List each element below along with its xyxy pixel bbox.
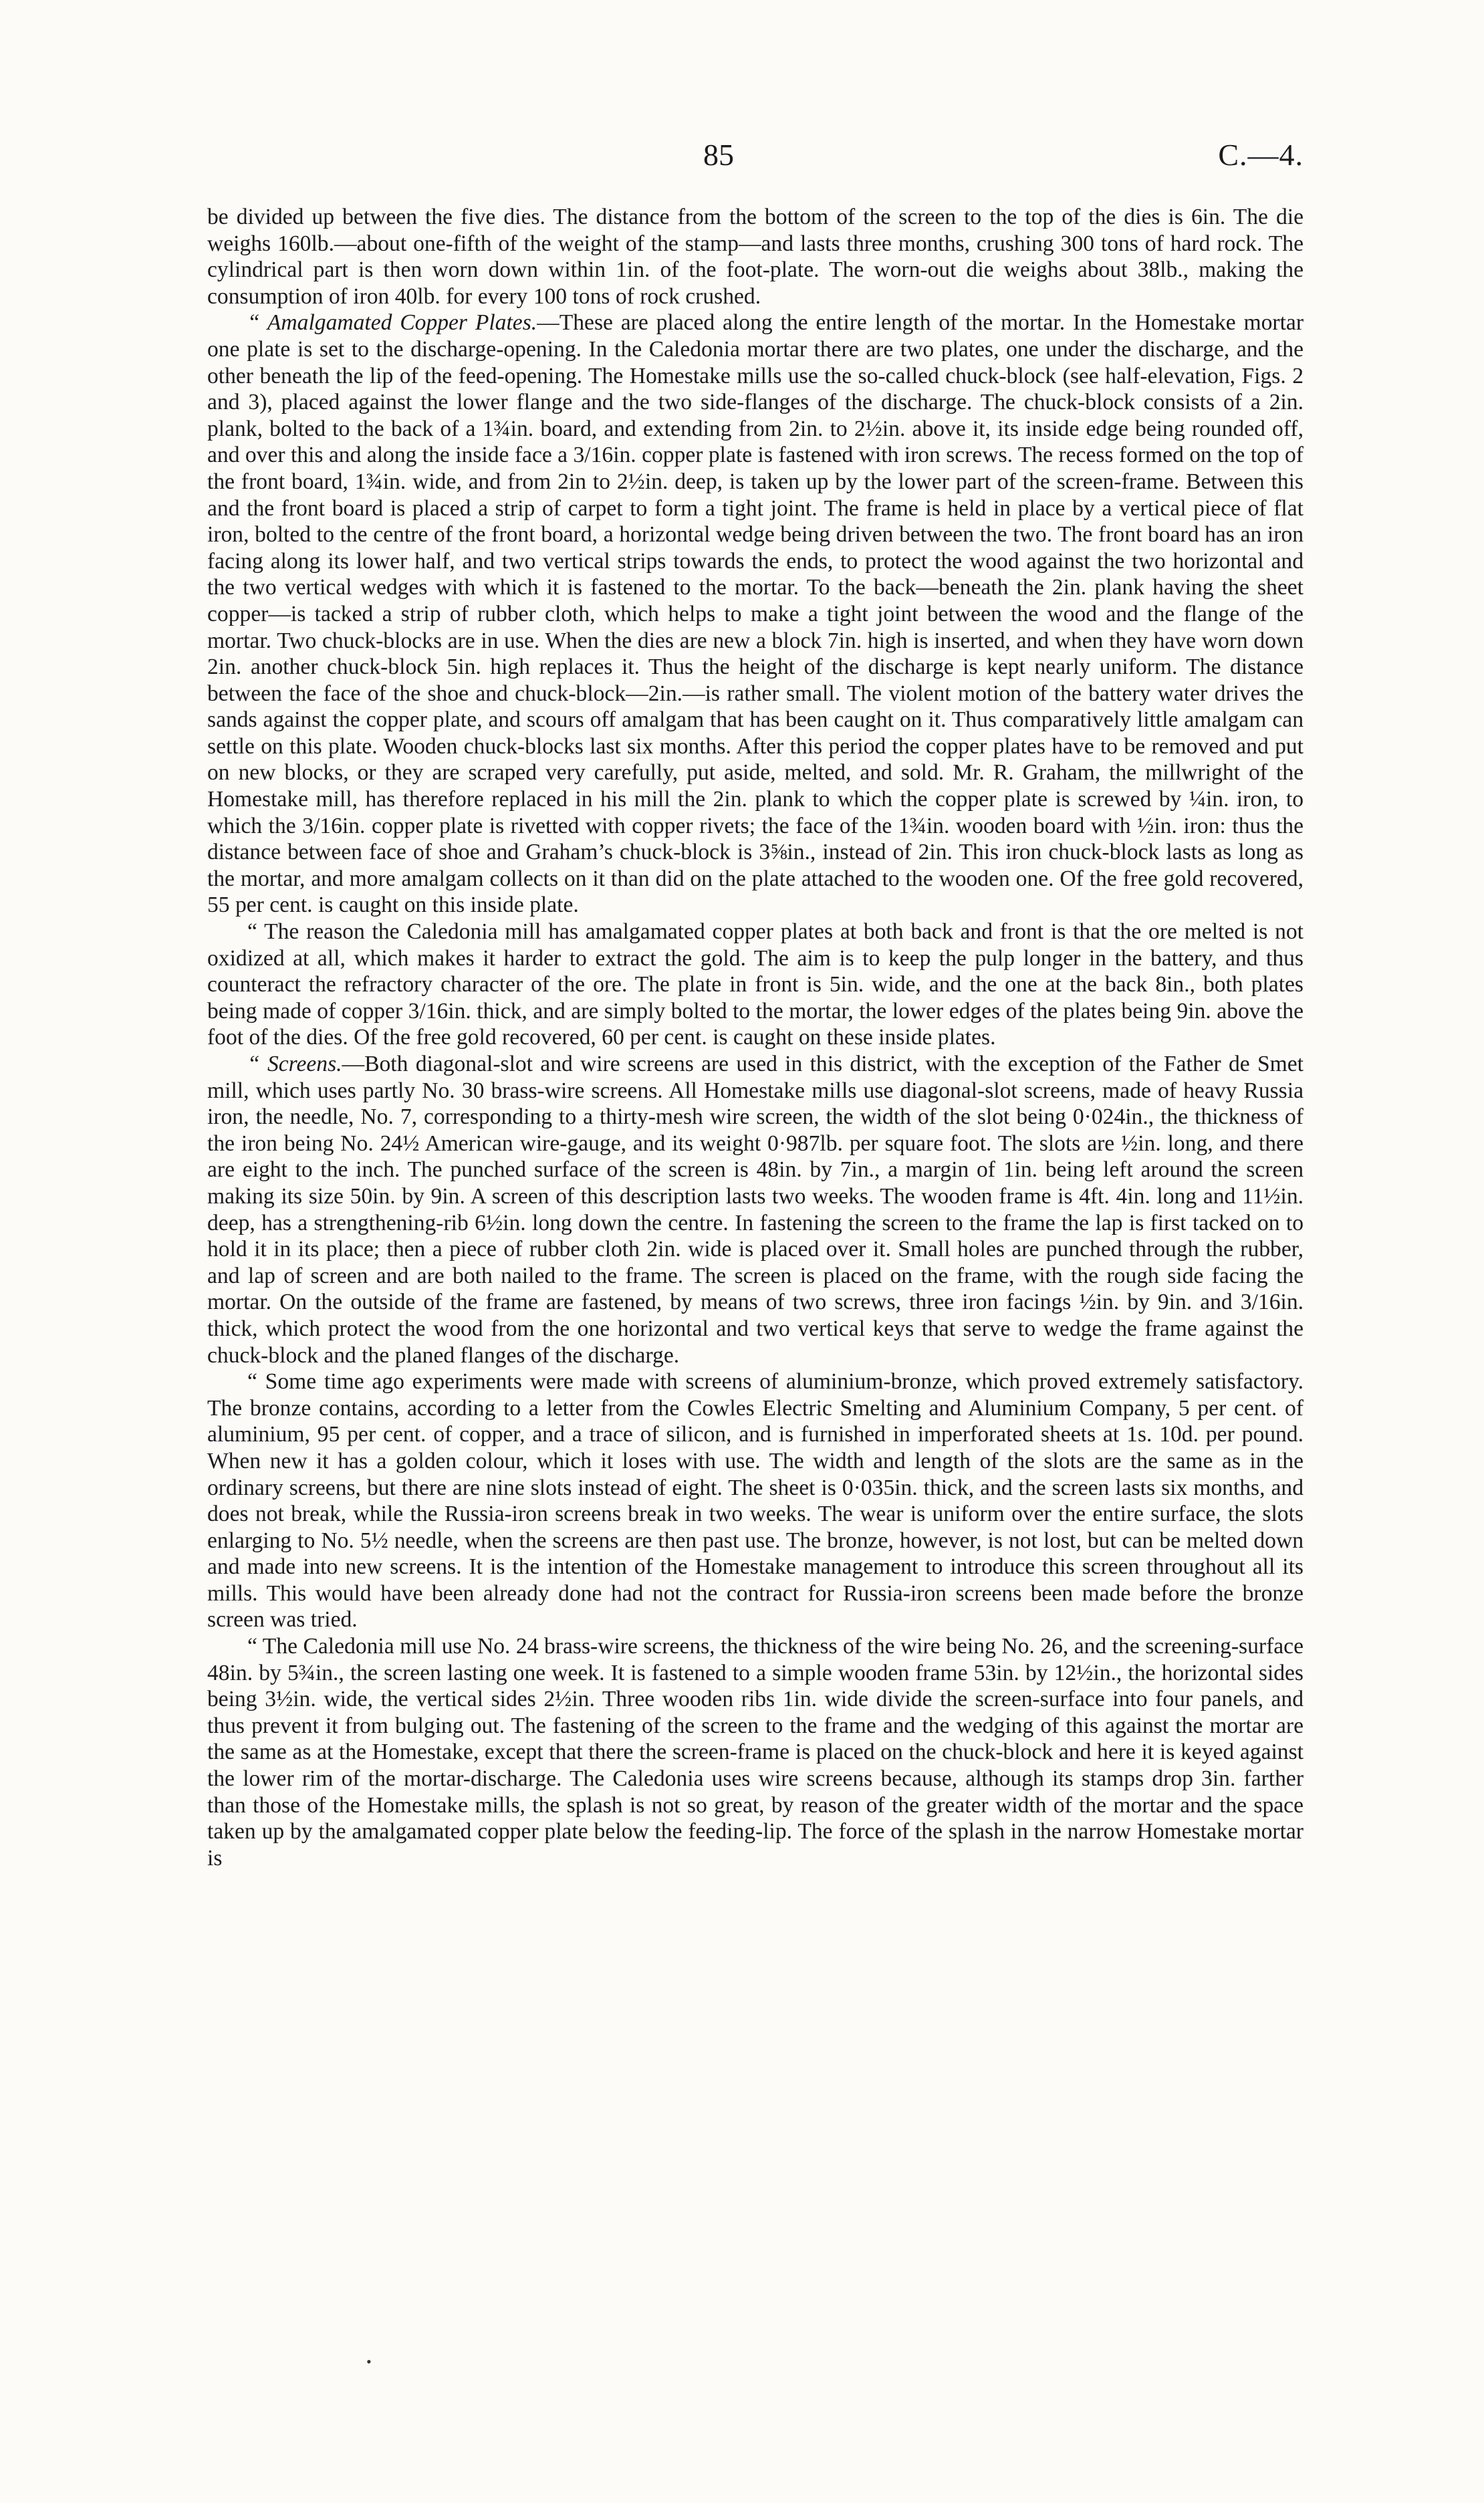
paragraph-caledonia-plates — [207, 919, 1304, 1051]
section-heading: “ Amalgamated Copper Plates. — [247, 310, 537, 336]
paragraph-aluminium-bronze — [207, 1368, 1304, 1633]
body-text — [207, 204, 1304, 1871]
paragraph-copper-plates — [207, 310, 1304, 919]
paragraph-text: —These are placed along the entire length of the mortar. In the Homestake mortar one plate is set to the discharge-opening. In the Caledonia mortar there are two plates, one under the discharge, and the other beneath the lip of the feed-opening. The Homestake mills use the so-called chuck-block (see half-elevation, Figs. 2 and 3), placed against the lower flange and the two side-flanges of the discharge. The chuck-block consists of a 2in. plank, bolted to the back of a 1¾in. board, and extending from 2in. to 2½in. above it, its inside edge being rounded off, and over this and along the inside face a 3/16in. copper plate is fastened with iron screws. The recess formed on the top of the front board, 1¾in. wide, and from 2in to 2½in. deep, is taken up by the lower part of the screen-frame. Between this and the front board is placed a strip of carpet to form a tight joint. The frame is held in place by a vertical piece of flat iron, bolted to the centre of the front board, a horizontal wedge being driven between the two. The front board has an iron facing along its lower half, and two vertical strips towards the ends, to protect the wood against the two horizontal and the two vertical wedges with which it is fastened to the mortar. To the back—beneath the 2in. plank having the sheet copper—is tacked a strip of rubber cloth, which helps to make a tight joint between the wood and the flange of the mortar. Two chuck-blocks are in use. When the dies are new a block 7in. high is inserted, and when they have worn down 2in. another chuck-block 5in. high replaces it. Thus the height of the discharge is kept nearly uniform. The distance between the face of the shoe and chuck-block—2in.—is rather small. The violent motion of the battery water drives the sands against the copper plate, and scours off amalgam that has been caught on it. Thus comparatively little amalgam can settle on this plate. Wooden chuck-blocks last six months. After this period the copper plates have to be removed and put on new blocks, or they are scraped very carefully, put aside, melted, and sold. Mr. R. Graham, the millwright of the Homestake mill, has therefore replaced in his mill the 2in. plank to which the copper plate is screwed by ¼in. iron, to which the 3/16in. copper plate is rivetted with copper rivets; the face of the 1¾in. wooden board with ½in. iron: thus the distance between face of shoe and Graham’s chuck-block is 3⅝in., instead of 2in. This iron chuck-block lasts as long as the mortar, and more amalgam collects on it than did on the plate attached to the wooden one. Of the free gold recovered, 55 per cent. is caught on this inside plate. — [207, 310, 1304, 918]
paragraph-text: be divided up between the five dies. The distance from the bottom of the screen to the top of the dies is 6in. The die weighs 160lb.—about one-fifth of the weight of the stamp—and lasts three months, crushing 300 tons of hard rock. The cylindrical part is then worn down within 1in. of the foot-plate. The worn-out die weighs about 38lb., making the consumption of iron 40lb. for every 100 tons of rock crushed. — [207, 205, 1304, 309]
page-number: 85 — [703, 138, 734, 172]
section-heading: “ Screens. — [247, 1052, 342, 1076]
paragraph-caledonia-screens — [207, 1633, 1304, 1871]
paragraph-text: “ The reason the Caledonia mill has amalgamated copper plates at both back and front is that the ore melted is not oxidized at all, which makes it harder to extract the gold. The aim is to keep the pulp longer in the battery, and thus counteract the refractory character of the ore. The plate in front is 5in. wide, and the one at the back 8in., both plates being made of copper 3/16in. thick, and are simply bolted to the mortar, the lower edges of the plates being 9in. above the foot of the dies. Of the free gold recovered, 60 per cent. is caught on these inside plates. — [207, 919, 1304, 1050]
paragraph-text: “ The Caledonia mill use No. 24 brass-wire screens, the thickness of the wire being No. 26, and the screening-surface 48in. by 5¾in., the screen lasting one week. It is fastened to a simple wooden frame 53in. by 12½in., the horizontal sides being 3½in. wide, the vertical sides 2½in. Three wooden ribs 1in. wide divide the screen-surface into four panels, and thus prevent it from bulging out. The fastening of the screen to the frame and the wedging of this against the mortar are the same as at the Homestake, except that there the screen-frame is placed on the chuck-block and here it is keyed against the lower rim of the mortar-discharge. The Caledonia uses wire screens because, although its stamps drop 3in. farther than those of the Homestake mills, the splash is not so great, by reason of the greater width of the mortar and the space taken up by the amalgamated copper plate below the feeding-lip. The force of the splash in the narrow Homestake mortar is — [207, 1634, 1304, 1871]
paragraph-text: —Both diagonal-slot and wire screens are used in this district, with the exception of the Father de Smet mill, which uses partly No. 30 brass-wire screens. All Homestake mills use diagonal-slot screens, made of heavy Russia iron, the needle, No. 7, corresponding to a thirty-mesh wire screen, the width of the slot being 0·024in., the thickness of the iron being No. 24½ American wire-gauge, and its weight 0·987lb. per square foot. The slots are ½in. long, and there are eight to the inch. The punched surface of the screen is 48in. by 7in., a margin of 1in. being left around the screen making its size 50in. by 9in. A screen of this description lasts two weeks. The wooden frame is 4ft. 4in. long and 11½in. deep, has a strengthening-rib 6½in. long down the centre. In fastening the screen to the frame the lap is first tacked on to hold it in its place; then a piece of rubber cloth 2in. wide is placed over it. Small holes are punched through the rubber, and lap of screen and are both nailed to the frame. The screen is placed on the frame, with the rough side facing the mortar. On the outside of the frame are fastened, by means of two screws, three iron facings ½in. by 9in. and 3/16in. thick, which protect the wood from the one horizontal and two vertical keys that serve to wedge the frame against the chuck-block and the planed flanges of the discharge. — [207, 1052, 1304, 1368]
paragraph-dies — [207, 204, 1304, 310]
page-header — [207, 137, 1304, 177]
paragraph-screens — [207, 1051, 1304, 1368]
footer-mark: • — [366, 2353, 372, 2370]
paragraph-text: “ Some time ago experiments were made with screens of aluminium-bronze, which proved extremely satisfactory. The bronze contains, according to a letter from the Cowles Electric Smelting and Aluminium Company, 5 per cent. of aluminium, 95 per cent. of copper, and a trace of silicon, and is furnished in imperforated sheets at 1s. 10d. per pound. When new it has a golden colour, which it loses with use. The width and length of the slots are the same as in the ordinary screens, but there are nine slots instead of eight. The sheet is 0·035in. thick, and the screen lasts six months, and does not break, while the Russia-iron screens break in two weeks. The wear is uniform over the entire surface, the slots enlarging to No. 5½ needle, when the screens are then past use. The bronze, however, is not lost, but can be melted down and made into new screens. It is the intention of the Homestake management to introduce this screen throughout all its mills. This would have been already done had not the contract for Russia-iron screens been made before the bronze screen was tried. — [207, 1369, 1304, 1633]
document-code: C.—4. — [1218, 138, 1304, 172]
